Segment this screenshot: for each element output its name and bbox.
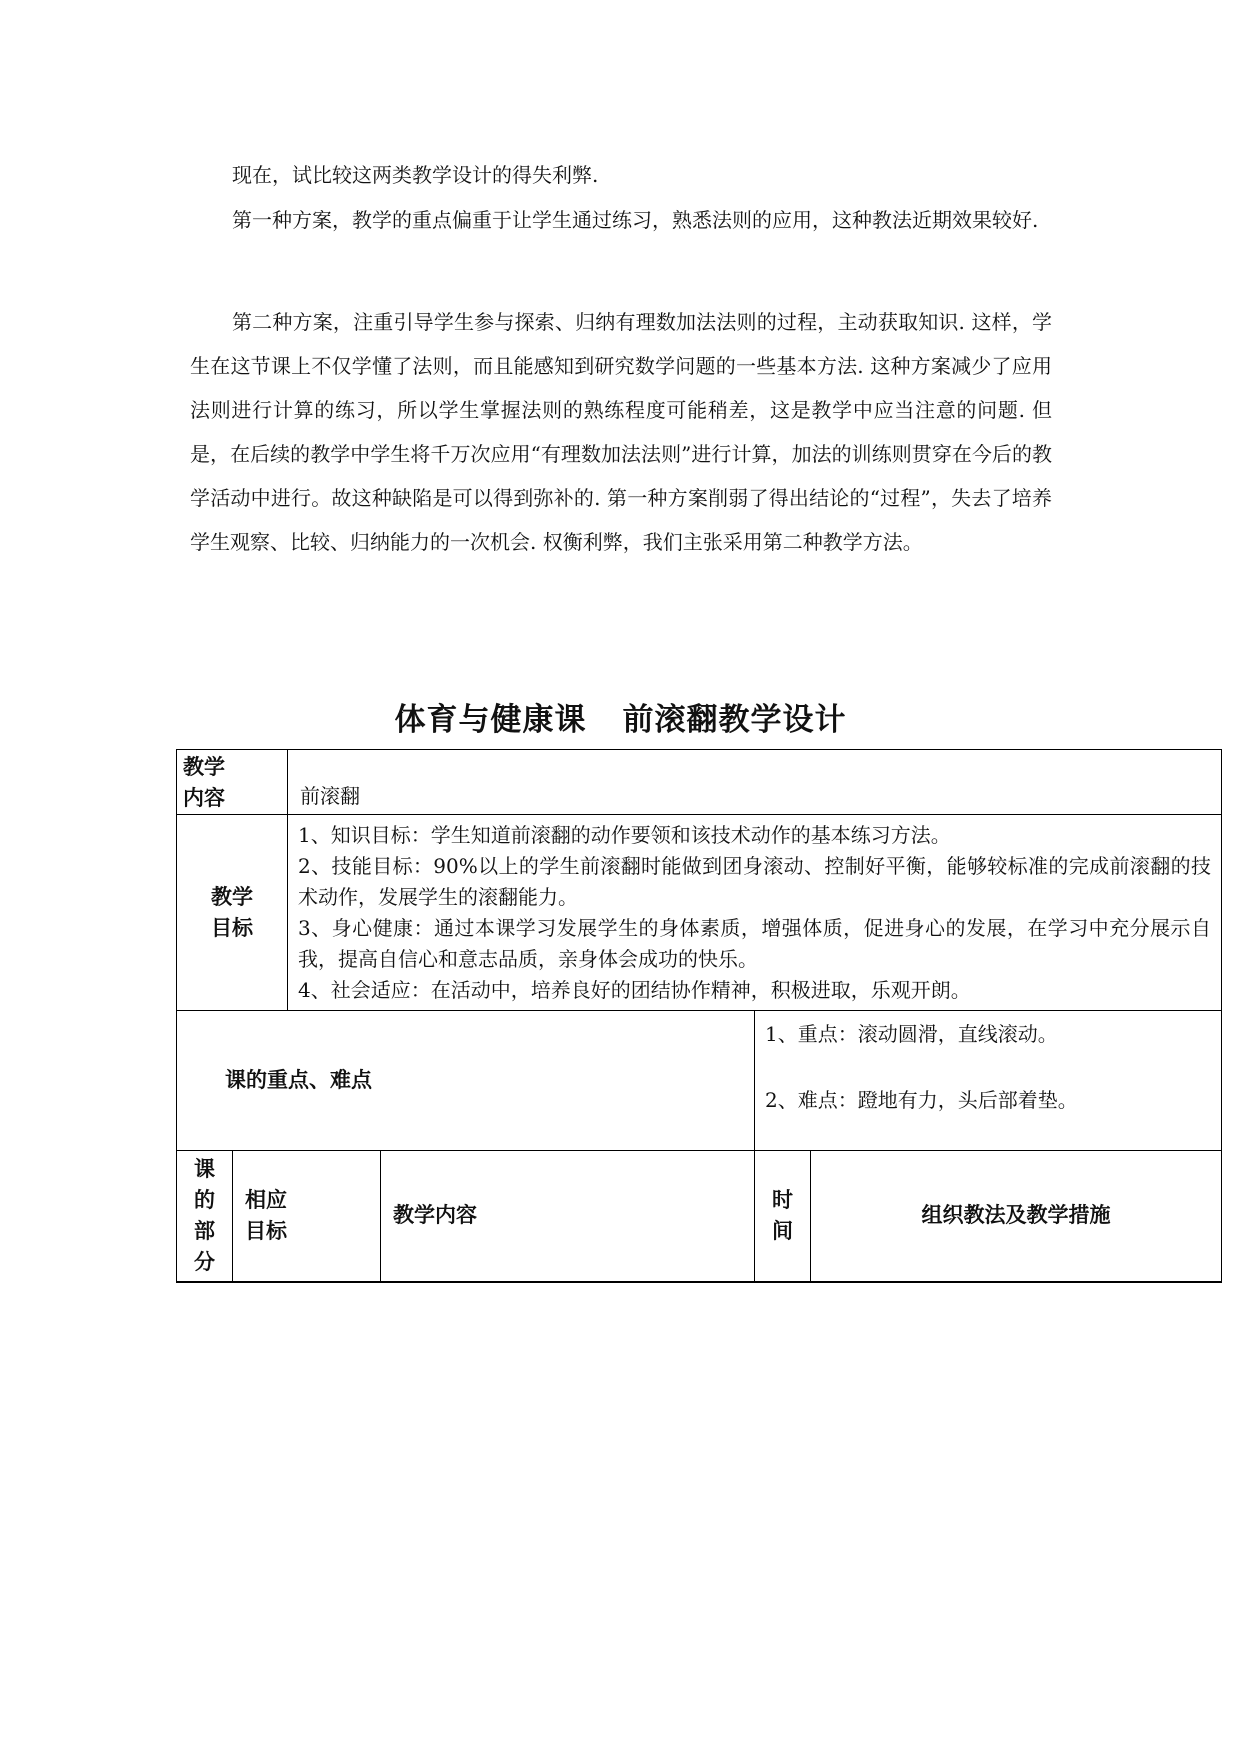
header-target: 相应 目标 — [233, 1151, 381, 1282]
row-teaching-content — [177, 750, 1222, 815]
header-time: 时 间 — [755, 1151, 811, 1282]
objective-item: 3、身心健康：通过本课学习发展学生的身体素质，增强体质，促进身心的发展，在学习中充分展示自我，提高自信心和意志品质，亲身体会成功的快乐。 — [298, 915, 1211, 971]
keypoint-item: 1、重点：滚动圆滑，直线滚动。 — [765, 1022, 1058, 1046]
keypoints-list — [755, 1011, 1222, 1151]
row-column-headers — [177, 1151, 1222, 1282]
header-lesson-part: 课 的 部 分 — [177, 1151, 233, 1282]
title-part-1: 体育与健康课 — [394, 702, 587, 738]
row-keypoints — [177, 1011, 1222, 1151]
header-content: 教学内容 — [381, 1151, 755, 1282]
objective-item: 2、技能目标：90%以上的学生前滚翻时能做到团身滚动、控制好平衡，能够较标准的完成前滚翻的技术动作，发展学生的滚翻能力。 — [298, 853, 1211, 909]
lesson-plan-table — [176, 749, 1222, 1283]
title-part-2: 前滚翻教学设计 — [622, 702, 847, 738]
row-teaching-objectives — [177, 815, 1222, 1011]
intro-paragraph-1: 现在，试比较这两类教学设计的得失利弊. — [232, 163, 599, 187]
objective-item: 1、知识目标：学生知道前滚翻的动作要领和该技术动作的基本练习方法。 — [298, 822, 951, 847]
objective-item: 4、社会适应：在活动中，培养良好的团结协作精神，积极进取，乐观开朗。 — [298, 977, 971, 1002]
teaching-objectives-list — [288, 815, 1222, 1011]
intro-paragraph-2: 第一种方案，教学的重点偏重于让学生通过练习，熟悉法则的应用，这种教法近期效果较好. — [232, 208, 1039, 232]
keypoints-label: 课的重点、难点 — [177, 1011, 755, 1151]
teaching-objectives-label: 教学 目标 — [177, 815, 288, 1011]
header-methods: 组织教法及教学措施 — [811, 1151, 1222, 1282]
teaching-content-value: 前滚翻 — [288, 750, 1222, 815]
intro-paragraph-3: 第二种方案，注重引导学生参与探索、归纳有理数加法法则的过程，主动获取知识. 这样，学生在这节课上不仅学懂了法则，而且能感知到研究数学问题的一些基本方法. 这种方案减少了应用法则进行计算的练习，所以学生掌握法则的熟练程度可能稍差，这是教学中应当注意的问题. 但是，在后续的教学中学生将千万次应用“有理数加法法则”进行计算，加法的训练则贯穿在今后的教学活动中进行。故这种缺陷是可以得到弥补的. 第一种方案削弱了得出结论的“过程”，失去了培养学生观察、比较、归纳能力的一次机会. 权衡利弊，我们主张采用第二种教学方法。 — [190, 310, 1052, 554]
difficulty-item: 2、难点：蹬地有力，头后部着垫。 — [765, 1088, 1078, 1112]
document-title — [0, 694, 1241, 739]
teaching-content-label: 教学 内容 — [177, 750, 288, 815]
